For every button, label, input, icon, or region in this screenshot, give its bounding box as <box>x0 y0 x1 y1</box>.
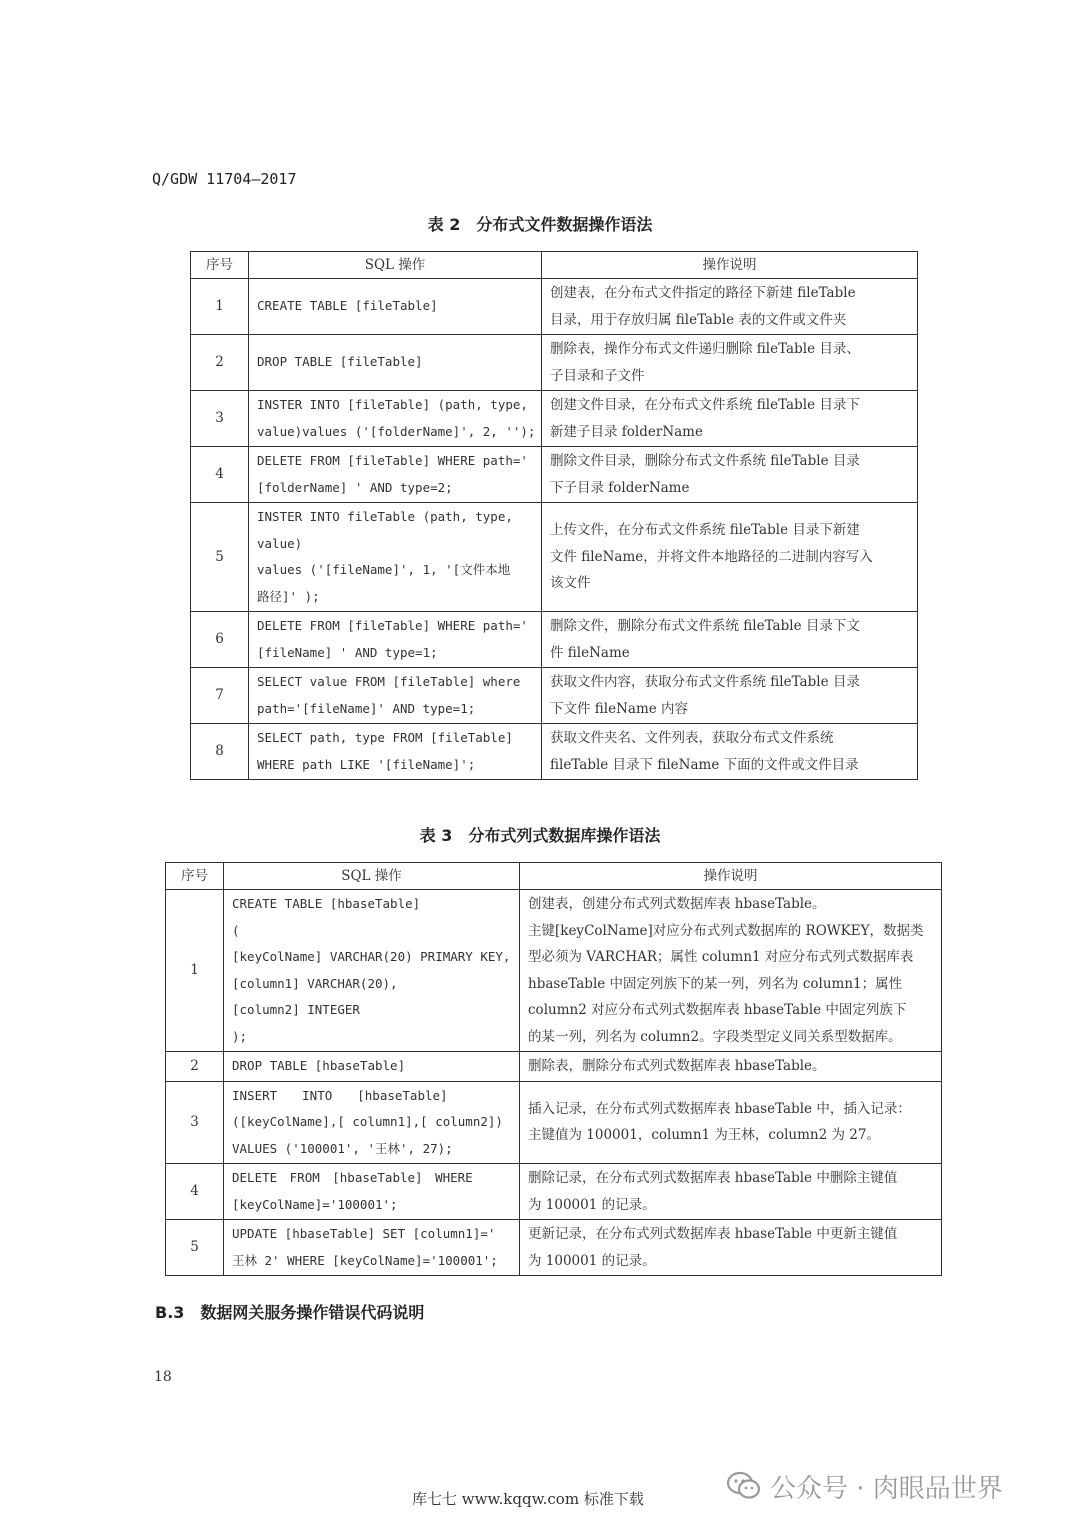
description-line: 主键值为 100001，column1 为王林，column2 为 27。 <box>528 1127 880 1144</box>
table2-header-row <box>191 252 918 279</box>
sql-line: value)values ('[folderName]', 2, ''); <box>257 423 536 439</box>
description-line: 下子目录 folderName <box>550 479 690 496</box>
header-cell: SQL 操作 <box>224 863 520 890</box>
description-line: 子目录和子文件 <box>550 367 645 384</box>
description-line: 目录，用于存放归属 fileTable 表的文件或文件夹 <box>550 311 847 328</box>
table-row <box>166 1081 942 1164</box>
sql-cell <box>224 1164 520 1220</box>
description-line: 获取文件夹名、文件列表，获取分布式文件系统 <box>550 730 834 746</box>
sql-line: DELETE FROM [fileTable] WHERE path=' <box>257 618 528 633</box>
sql-line: VALUES ('100001', '王林', 27); <box>232 1140 453 1156</box>
row-number-cell: 8 <box>191 724 249 780</box>
sql-line: DELETE FROM [fileTable] WHERE path=' <box>257 453 528 468</box>
sql-line: ([keyColName],[ column1],[ column2]) <box>232 1114 503 1129</box>
description-cell <box>542 503 918 612</box>
sql-cell <box>249 668 542 724</box>
sql-cell <box>249 391 542 447</box>
sql-line: INSERT INTO [hbaseTable] <box>232 1087 448 1103</box>
description-line: 新建子目录 folderName <box>550 423 703 440</box>
row-number-cell: 2 <box>191 335 249 391</box>
row-number-cell: 3 <box>166 1081 224 1164</box>
sql-cell <box>249 503 542 612</box>
description-line: 主键[keyColName]对应分布式列式数据库的 ROWKEY，数据类 <box>528 922 924 939</box>
footer-text: 库七七 www.kqqw.com 标准下载 <box>412 1490 644 1508</box>
sql-line: DELETE FROM [hbaseTable] WHERE <box>232 1170 473 1185</box>
wechat-icon <box>726 1470 762 1502</box>
sql-line: [column2] INTEGER <box>232 1002 360 1017</box>
table2-title: 表 2 分布式文件数据操作语法 <box>427 215 653 234</box>
sql-line: INSTER INTO fileTable (path, type, <box>257 509 513 524</box>
table-row <box>191 503 918 612</box>
description-line: 创建文件目录，在分布式文件系统 fileTable 目录下 <box>550 397 860 413</box>
description-line: 删除表，操作分布式文件递归删除 fileTable 目录、 <box>550 341 860 357</box>
sql-cell <box>249 279 542 335</box>
sql-line: DROP TABLE [hbaseTable] <box>232 1058 406 1073</box>
table3-header-row <box>166 863 942 890</box>
description-line: 上传文件，在分布式文件系统 fileTable 目录下新建 <box>550 522 860 539</box>
description-line: 型必须为 VARCHAR；属性 column1 对应分布式列式数据库表 <box>528 949 914 965</box>
sql-line: CREATE TABLE [fileTable] <box>257 298 438 314</box>
header-cell: 序号 <box>191 252 249 279</box>
sql-cell <box>224 1052 520 1082</box>
sql-line: SELECT value FROM [fileTable] where <box>257 674 521 689</box>
table-row <box>191 391 918 447</box>
description-cell <box>520 1164 942 1220</box>
row-number-cell: 2 <box>166 1052 224 1082</box>
header-cell: 序号 <box>166 863 224 890</box>
watermark <box>726 1466 1003 1506</box>
table3 <box>165 862 942 1276</box>
description-cell <box>542 724 918 780</box>
sql-line: 路径]' ); <box>257 588 320 604</box>
description-line: 文件 fileName，并将文件本地路径的二进制内容写入 <box>550 548 873 565</box>
description-line: 删除文件目录，删除分布式文件系统 fileTable 目录 <box>550 453 860 469</box>
table-row <box>166 1220 942 1276</box>
table-row <box>191 279 918 335</box>
description-line: 删除文件，删除分布式文件系统 fileTable 目录下文 <box>550 618 860 634</box>
sql-line: UPDATE [hbaseTable] SET [column1]=' <box>232 1226 496 1241</box>
description-line: hbaseTable 中固定列族下的某一列，列名为 column1；属性 <box>528 975 903 992</box>
table-row <box>191 668 918 724</box>
row-number-cell: 1 <box>191 279 249 335</box>
watermark-text: 公众号 · 肉眼品世界 <box>770 1473 1003 1504</box>
description-line: 为 100001 的记录。 <box>528 1252 656 1269</box>
table-row <box>166 890 942 1052</box>
document-code: Q/GDW 11704—2017 <box>152 170 297 188</box>
sql-line: INSTER INTO [fileTable] (path, type, <box>257 397 528 412</box>
description-cell <box>542 335 918 391</box>
table-row <box>166 1164 942 1220</box>
description-cell <box>520 1220 942 1276</box>
section-heading: B.3 数据网关服务操作错误代码说明 <box>155 1303 425 1322</box>
row-number-cell: 4 <box>166 1164 224 1220</box>
description-line: 创建表，创建分布式列式数据库表 hbaseTable。 <box>528 896 826 912</box>
table3-title: 表 3 分布式列式数据库操作语法 <box>419 826 661 845</box>
description-line: 该文件 <box>550 575 591 592</box>
sql-line: [folderName] ' AND type=2; <box>257 479 453 495</box>
table-row <box>166 1052 942 1082</box>
sql-cell <box>249 335 542 391</box>
sql-cell <box>249 447 542 503</box>
description-line: 创建表，在分布式文件指定的路径下新建 fileTable <box>550 285 856 301</box>
sql-line: ( <box>232 922 240 938</box>
description-cell <box>542 391 918 447</box>
sql-cell <box>249 724 542 780</box>
sql-line: [keyColName]='100001'; <box>232 1196 398 1212</box>
description-line: 删除记录，在分布式列式数据库表 hbaseTable 中删除主键值 <box>528 1170 898 1186</box>
row-number-cell: 5 <box>191 503 249 612</box>
description-line: 删除表，删除分布式列式数据库表 hbaseTable。 <box>528 1058 826 1074</box>
sql-line: ); <box>232 1028 248 1044</box>
description-line: 插入记录，在分布式列式数据库表 hbaseTable 中，插入记录： <box>528 1100 911 1117</box>
table2 <box>190 251 918 780</box>
sql-line: values ('[fileName]', 1, '[文件本地 <box>257 562 511 577</box>
sql-line: [keyColName] VARCHAR(20) PRIMARY KEY, <box>232 949 511 964</box>
header-cell: 操作说明 <box>520 863 942 890</box>
header-cell: SQL 操作 <box>249 252 542 279</box>
table-row <box>191 724 918 780</box>
description-cell <box>542 668 918 724</box>
sql-line: 王林 2' WHERE [keyColName]='100001'; <box>232 1252 498 1268</box>
table-row <box>191 335 918 391</box>
row-number-cell: 1 <box>166 890 224 1052</box>
sql-line: path='[fileName]' AND type=1; <box>257 700 476 716</box>
row-number-cell: 4 <box>191 447 249 503</box>
sql-line: SELECT path, type FROM [fileTable] <box>257 730 513 745</box>
description-cell <box>542 612 918 668</box>
page-number: 18 <box>154 1369 172 1385</box>
sql-line: value) <box>257 535 303 551</box>
sql-line: [fileName] ' AND type=1; <box>257 644 438 660</box>
description-line: 的某一列，列名为 column2。字段类型定义同关系型数据库。 <box>528 1028 902 1045</box>
sql-line: WHERE path LIKE '[fileName]'; <box>257 756 476 772</box>
description-cell <box>542 447 918 503</box>
description-cell <box>520 890 942 1052</box>
sql-line: CREATE TABLE [hbaseTable] <box>232 896 421 911</box>
sql-cell <box>224 890 520 1052</box>
sql-cell <box>224 1220 520 1276</box>
description-line: 获取文件内容，获取分布式文件系统 fileTable 目录 <box>550 674 860 690</box>
table-row <box>191 447 918 503</box>
description-cell <box>520 1052 942 1082</box>
table-row <box>191 612 918 668</box>
description-line: 件 fileName <box>550 644 630 661</box>
header-cell: 操作说明 <box>542 252 918 279</box>
sql-line: DROP TABLE [fileTable] <box>257 354 423 370</box>
sql-cell <box>224 1081 520 1164</box>
description-line: fileTable 目录下 fileName 下面的文件或文件目录 <box>550 756 859 773</box>
description-line: 为 100001 的记录。 <box>528 1196 656 1213</box>
sql-line: [column1] VARCHAR(20), <box>232 975 398 991</box>
sql-cell <box>249 612 542 668</box>
description-cell <box>542 279 918 335</box>
description-line: column2 对应分布式列式数据库表 hbaseTable 中固定列族下 <box>528 1002 907 1018</box>
description-cell <box>520 1081 942 1164</box>
description-line: 更新记录，在分布式列式数据库表 hbaseTable 中更新主键值 <box>528 1226 898 1242</box>
description-line: 下文件 fileName 内容 <box>550 700 689 717</box>
row-number-cell: 7 <box>191 668 249 724</box>
row-number-cell: 5 <box>166 1220 224 1276</box>
row-number-cell: 6 <box>191 612 249 668</box>
row-number-cell: 3 <box>191 391 249 447</box>
